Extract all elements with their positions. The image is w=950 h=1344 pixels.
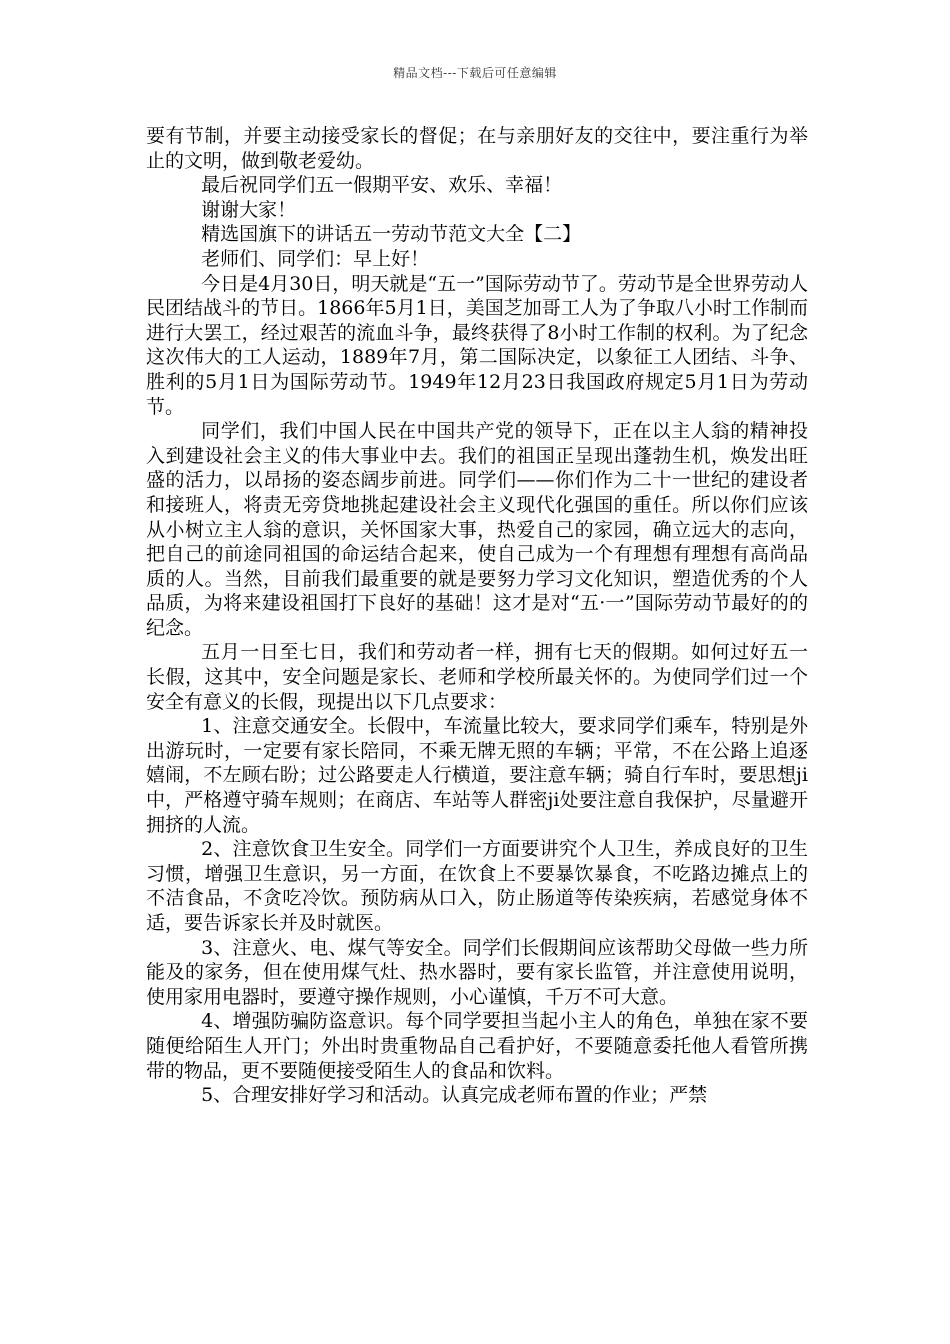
section-title: 精选国旗下的讲话五一劳动节范文大全【二】 — [201, 223, 582, 246]
page-header: 精品文档---下载后可任意编辑 — [393, 66, 557, 80]
paragraph: 五月一日至七日，我们和劳动者一样，拥有七天的假期。如何过好五一长假，这其中，安全问题是家长、老师和学校所最关怀的。为使同学们过一个安全有意义的长假，现提出以下几点要求： — [146, 641, 808, 713]
paragraph: 同学们，我们中国人民在中国共产党的领导下，正在以主人翁的精神投入到建设社会主义的伟大事业中去。我们的祖国正呈现出蓬勃生机，焕发出旺盛的活力，以昂扬的姿态阔步前进。同学们——你们作为二十一世纪的建设者和接班人，将责无旁贷地挑起建设社会主义现代化强国的重任。所以你们应该从小树立主人翁的意识，关怀国家大事，热爱自己的家园，确立远大的志向，把自己的前途同祖国的命运结合起来，使自己成为一个有理想有理想有高尚品质的人。当然，目前我们最重要的就是要努力学习文化知识，塑造优秀的个人品质，为将来建设祖国打下良好的基础！这才是对“五·一”国际劳动节最好的的纪念。 — [146, 420, 808, 639]
greeting: 老师们、同学们：早上好！ — [201, 247, 430, 270]
paragraph: 谢谢大家！ — [201, 198, 297, 221]
list-item: 5、合理安排好学习和活动。认真完成老师布置的作业；严禁 — [201, 1084, 708, 1107]
list-item: 3、注意火、电、煤气等安全。同学们长假期间应该帮助父母做一些力所能及的家务，但在使用煤气灶、热水器时，要有家长监管，并注意使用说明，使用家用电器时，要遵守操作规则，小心谨慎，千万不可大意。 — [146, 936, 808, 1008]
list-item: 4、增强防骗防盗意识。每个同学要担当起小主人的角色，单独在家不要随便给陌生人开门；外出时贵重物品自己看护好，不要随意委托他人看管所携带的物品，更不要随便接受陌生人的食品和饮料。 — [146, 1010, 808, 1082]
list-item: 1、注意交通安全。长假中，车流量比较大，要求同学们乘车，特别是外出游玩时，一定要有家长陪同，不乘无牌无照的车辆；平常，不在公路上追逐嬉闹，不左顾右盼；过公路要走人行横道，要注意车辆；骑自行车时，要思想ji中，严格遵守骑车规则；在商店、车站等人群密ji处要注意自我保护，尽量避开拥挤的人流。 — [146, 715, 808, 836]
paragraph: 要有节制，并要主动接受家长的督促；在与亲朋好友的交往中，要注重行为举止的文明，做到敬老爱幼。 — [146, 125, 808, 172]
paragraph: 最后祝同学们五一假期平安、欢乐、幸福！ — [201, 174, 563, 197]
document-body — [146, 124, 808, 1108]
list-item: 2、注意饮食卫生安全。同学们一方面要讲究个人卫生，养成良好的卫生习惯，增强卫生意识，另一方面，在饮食上不要暴饮暴食，不吃路边摊点上的不洁食品，不贪吃冷饮。预防病从口入，防止肠道等传染疾病，若感觉身体不适，要告诉家长并及时就医。 — [146, 838, 808, 934]
paragraph: 今日是4月30日，明天就是“五一”国际劳动节了。劳动节是全世界劳动人民团结战斗的节日。1866年5月1日，美国芝加哥工人为了争取八小时工作制而进行大罢工，经过艰苦的流血斗争，最终获得了8小时工作制的权利。为了纪念这次伟大的工人运动，1889年7月，第二国际决定，以象征工人团结、斗争、胜利的5月1日为国际劳动节。1949年12月23日我国政府规定5月1日为劳动节。 — [146, 272, 808, 418]
